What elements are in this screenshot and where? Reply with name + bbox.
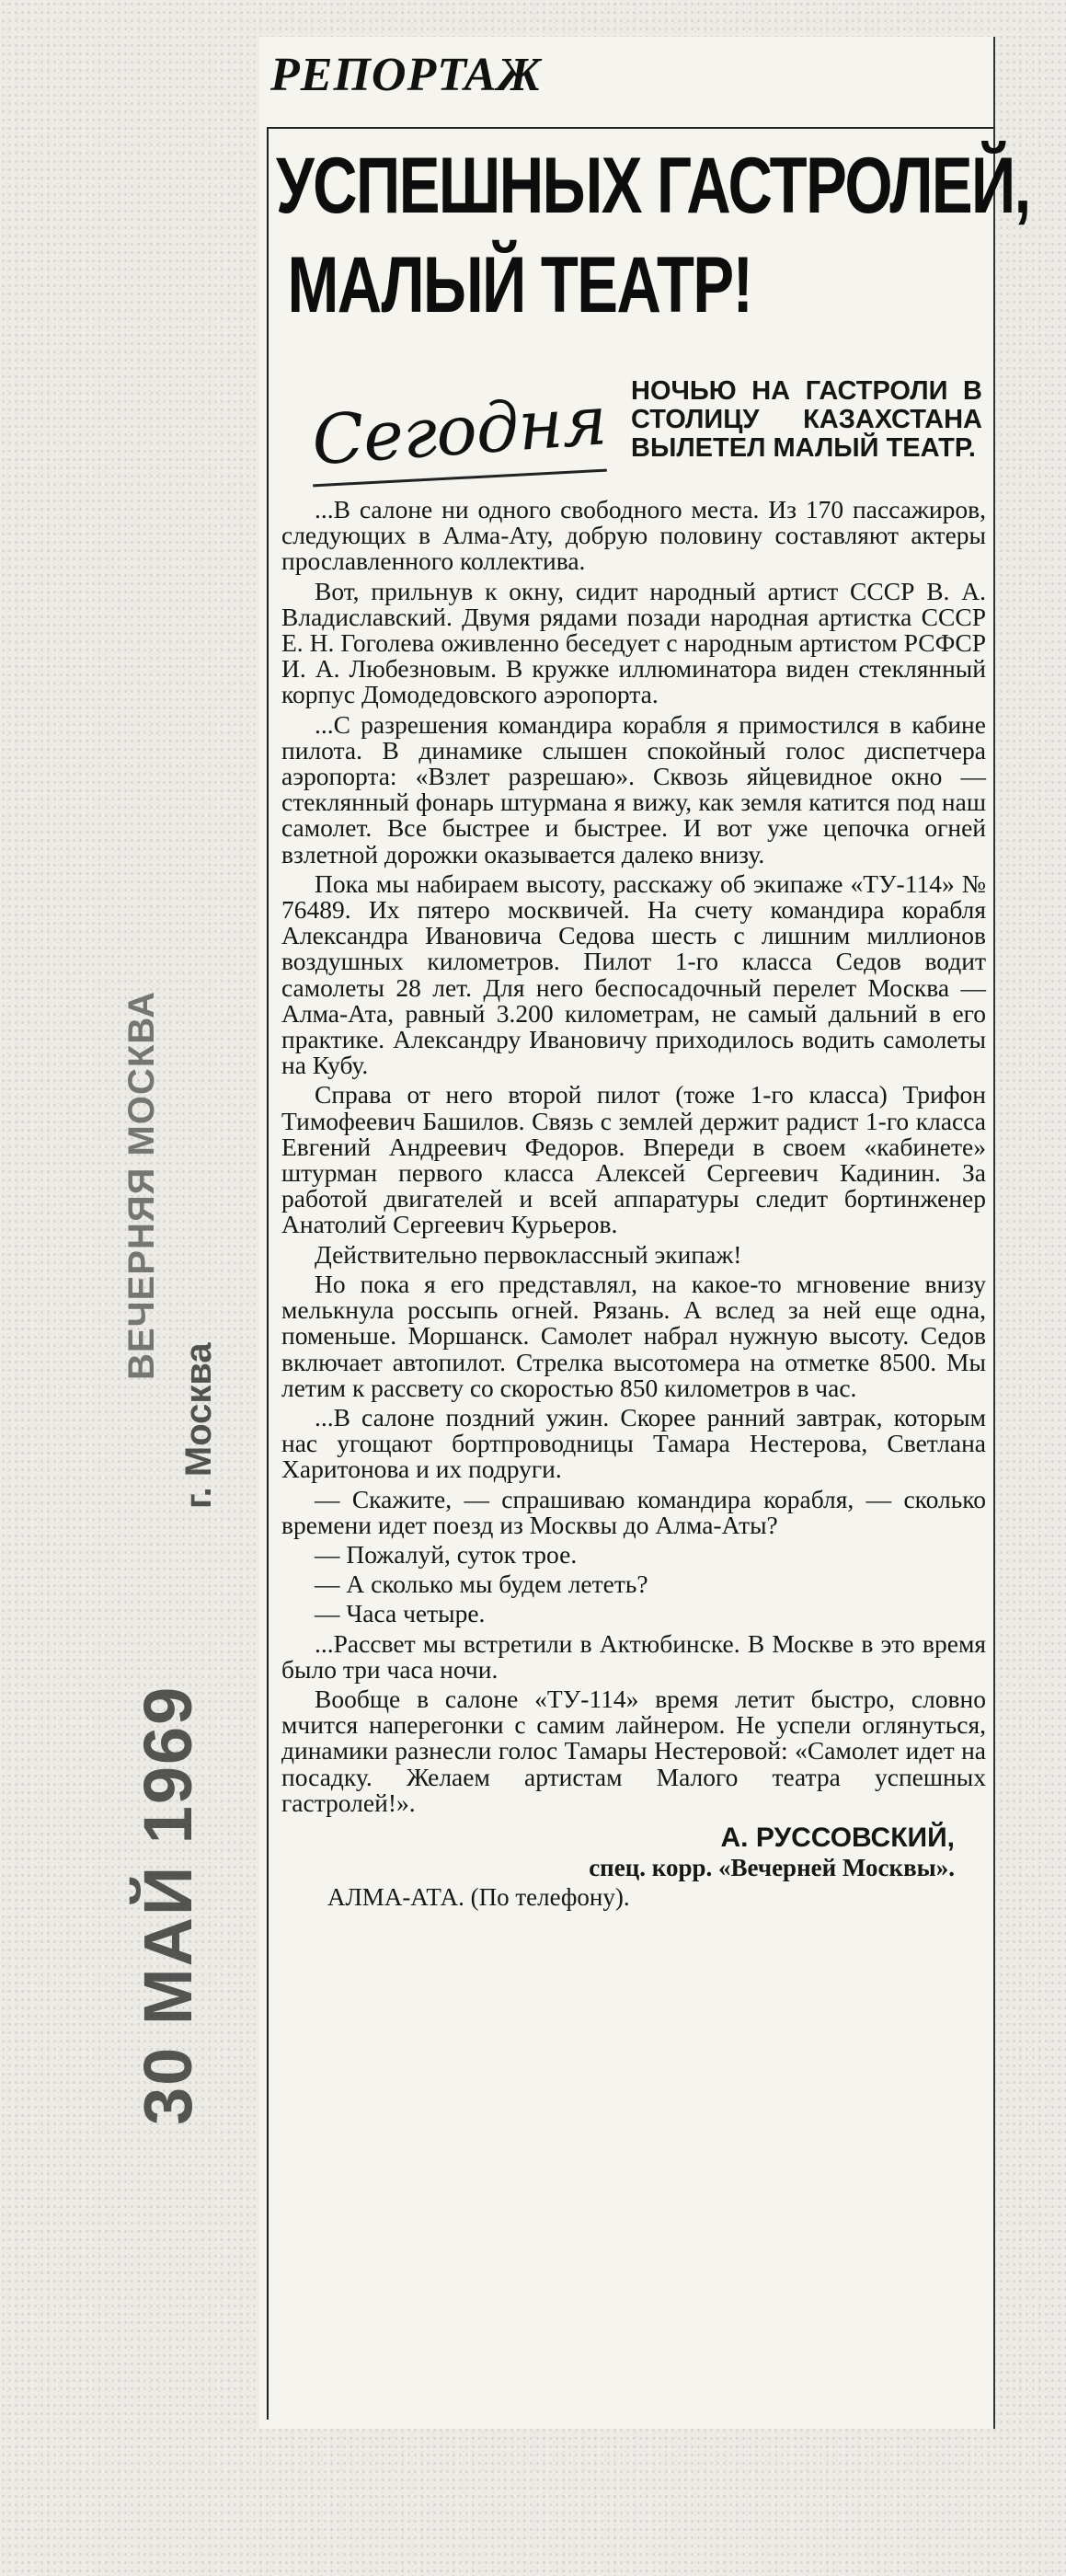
dateline: АЛМА-АТА. (По телефону).	[327, 1883, 630, 1912]
archive-stamp-city: г. Москва	[178, 1342, 219, 1509]
handwritten-lead-word: Сегодня	[309, 381, 609, 481]
archive-stamp-newspaper: ВЕЧЕРНЯЯ МОСКВА	[121, 990, 162, 1380]
article-paragraph: — Скажите, — спрашиваю командира корабля, — сколько времени идет поезд из Москвы до Алма-Аты?	[281, 1484, 986, 1539]
rubric-label: РЕПОРТАЖ	[270, 49, 543, 101]
article-paragraph: Вот, прильнув к окну, сидит народный артист СССР В. А. Владиславский. Двумя рядами позади народная артистка СССР Е. Н. Гоголева оживленно беседует с народным артистом РСФСР И. А. Любезновым. В кружке иллюминатора виден стеклянный корпус Домодедовского аэропорта.	[281, 576, 986, 709]
lead-paragraph: НОЧЬЮ НА ГАСТРОЛИ В СТОЛИЦУ КАЗАХСТАНА ВЫЛЕТЕЛ МАЛЫЙ ТЕАТР.	[631, 376, 982, 463]
article-paragraph: Действительно первоклассный экипаж!	[315, 1239, 742, 1269]
archive-stamp-date: 30 МАЙ 1969	[130, 1685, 206, 2125]
top-rule	[267, 127, 993, 129]
left-rule	[267, 129, 269, 2420]
article-paragraph: — А сколько мы будем лететь?	[315, 1570, 648, 1599]
article-paragraph: ...Рассвет мы встретили в Актюбинске. В Москве в это время было три часа ночи.	[281, 1628, 986, 1684]
article-paragraph: Пока мы набираем высоту, расскажу об экипаже «ТУ-114» № 76489. Их пятеро москвичей. На счету командира корабля Александра Ивановича Седова шесть с лишним миллионов воздушных километров. Пилот 1-го класса Седов водит самолеты 28 лет. Для него беспосадочный перелет Москва — Алма-Ата, равный 3.200 километрам, не самый дальний в его практике. Александру Ивановичу приходилось водить самолеты на Кубу.	[281, 868, 986, 1080]
article-paragraph: Но пока я его представлял, на какое-то мгновение внизу мелькнула россыпь огней. Рязань. А вслед за ней еще одна, поменьше. Моршанск. Самолет набрал нужную высоту. Седов включает автопилот. Стрелка высотомера на отметке 8500. Мы летим к рассвету со скоростью 850 километров в час.	[281, 1269, 986, 1402]
author-credit: спец. корр. «Вечерней Москвы».	[589, 1854, 955, 1882]
author-byline: А. РУССОВСКИЙ,	[720, 1822, 955, 1853]
article-paragraph: — Часа четыре.	[315, 1599, 486, 1628]
headline-line-2: МАЛЫЙ ТЕАТР!	[287, 241, 752, 329]
article-paragraph: Вообще в салоне «ТУ-114» время летит быстро, словно мчится наперегонки с самим лайнером. Не успели оглянуться, динамики разнесли голос Тамары Нестеровой: «Самолет идет на посадку. Желаем артистам Малого театра успешных гастролей!».	[281, 1684, 986, 1817]
article-body	[281, 497, 986, 1915]
article-paragraph: — Пожалуй, суток трое.	[315, 1539, 578, 1569]
article-paragraph: Справа от него второй пилот (тоже 1-го класса) Трифон Тимофеевич Башилов. Связь с землей держит радист 1-го класса Евгений Андреевич Федоров. Впереди в своем «кабинете» штурман первого класса Алексей Сергеевич Кадинин. За работой двигателей и всей аппаратуры следит бортинженер Анатолий Сергеевич Курьеров.	[281, 1080, 986, 1239]
article-paragraph: ...В салоне ни одного свободного места. Из 170 пассажиров, следующих в Алма-Ату, добрую половину составляют актеры прославленного коллектива.	[281, 495, 986, 576]
headline	[276, 136, 1030, 335]
headline-line-1: УСПЕШНЫХ ГАСТРОЛЕЙ,	[276, 142, 1030, 230]
article-paragraph: ...В салоне поздний ужин. Скорее ранний завтрак, которым нас угощают бортпроводницы Тамара Нестерова, Светлана Харитонова и их подруги.	[281, 1402, 986, 1484]
article-paragraph: ...С разрешения командира корабля я примостился в кабине пилота. В динамике слышен спокойный голос диспетчера аэропорта: «Взлет разрешаю». Сквозь яйцевидное окно — стеклянный фонарь штурмана я вижу, как земля катится под наш самолет. Все быстрее и быстрее. И вот уже цепочка огней взлетной дорожки оказывается далеко внизу.	[281, 709, 986, 868]
